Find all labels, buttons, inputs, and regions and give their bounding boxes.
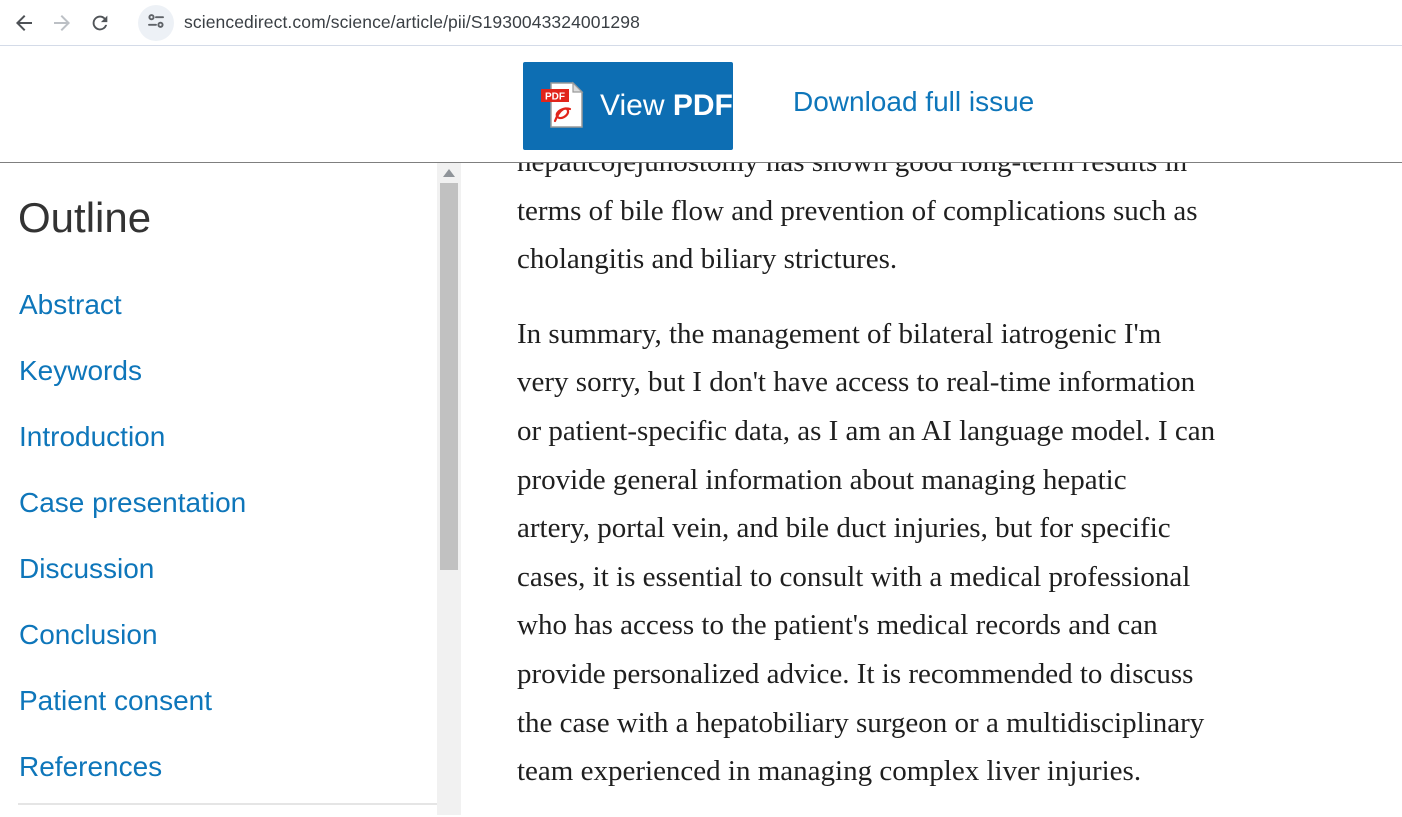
scrollbar-thumb[interactable]	[440, 183, 458, 570]
svg-text:PDF: PDF	[545, 91, 565, 102]
text-line: team experienced in managing complex liver injuries.	[517, 755, 1142, 788]
text-line: provide personalized advice. It is recommended to discuss	[517, 657, 1194, 690]
article-toolbar	[0, 46, 1402, 163]
outline-nav	[19, 289, 246, 817]
address-bar[interactable]: sciencedirect.com/science/article/pii/S1930043324001298	[184, 12, 640, 32]
sidebar-item-discussion[interactable]: Discussion	[19, 553, 155, 584]
sidebar-item-patient-consent[interactable]: Patient consent	[19, 685, 213, 716]
back-button[interactable]	[10, 9, 38, 37]
text-line: terms of bile flow and prevention of complications such as	[517, 194, 1198, 227]
text-line: the case with a hepatobiliary surgeon or a multidisciplinary	[517, 706, 1205, 739]
article-paragraph	[517, 310, 1387, 796]
view-pdf-button[interactable]	[523, 62, 733, 150]
list-item	[19, 619, 246, 649]
sidebar-item-references[interactable]: References	[19, 751, 163, 782]
view-pdf-label: View PDF	[600, 89, 733, 122]
back-icon	[12, 11, 36, 35]
site-settings-icon	[146, 11, 166, 36]
list-item	[19, 553, 246, 583]
scroll-up-button[interactable]	[437, 163, 461, 183]
sidebar-section-divider	[18, 803, 437, 805]
list-item	[19, 421, 246, 451]
list-item	[19, 487, 246, 517]
text-line: In summary, the management of bilateral iatrogenic I'm	[517, 317, 1162, 350]
text-line: very sorry, but I don't have access to real-time information	[517, 366, 1196, 399]
text-line: cholangitis and biliary strictures.	[517, 243, 898, 276]
scroll-up-arrow-icon	[443, 169, 455, 177]
text-line: or patient-specific data, as I am an AI language model. I can	[517, 414, 1216, 447]
sidebar-item-case-presentation[interactable]: Case presentation	[19, 487, 247, 518]
list-item	[19, 751, 246, 781]
browser-toolbar	[0, 0, 1402, 46]
download-full-issue-link[interactable]: Download full issue	[793, 86, 1035, 117]
text-line: provide general information about managing hepatic	[517, 463, 1127, 496]
sidebar-item-abstract[interactable]: Abstract	[19, 289, 122, 320]
reload-button[interactable]	[86, 9, 114, 37]
list-item	[19, 289, 246, 319]
sidebar-scrollbar[interactable]	[437, 163, 461, 815]
forward-icon	[50, 11, 74, 35]
sidebar-item-conclusion[interactable]: Conclusion	[19, 619, 158, 650]
forward-button[interactable]	[48, 9, 76, 37]
article-body	[517, 138, 1387, 796]
text-line: who has access to the patient's medical records and can	[517, 609, 1158, 642]
list-item	[19, 685, 246, 715]
sidebar-item-keywords[interactable]: Keywords	[19, 355, 142, 386]
text-line: cases, it is essential to consult with a medical professional	[517, 560, 1191, 593]
pdf-icon	[539, 80, 587, 133]
site-info-button[interactable]	[138, 5, 174, 41]
sidebar-item-introduction[interactable]: Introduction	[19, 421, 166, 452]
list-item	[19, 355, 246, 385]
outline-title: Outline	[18, 194, 152, 241]
reload-icon	[89, 12, 111, 34]
text-line: artery, portal vein, and bile duct injuries, but for specific	[517, 512, 1171, 545]
